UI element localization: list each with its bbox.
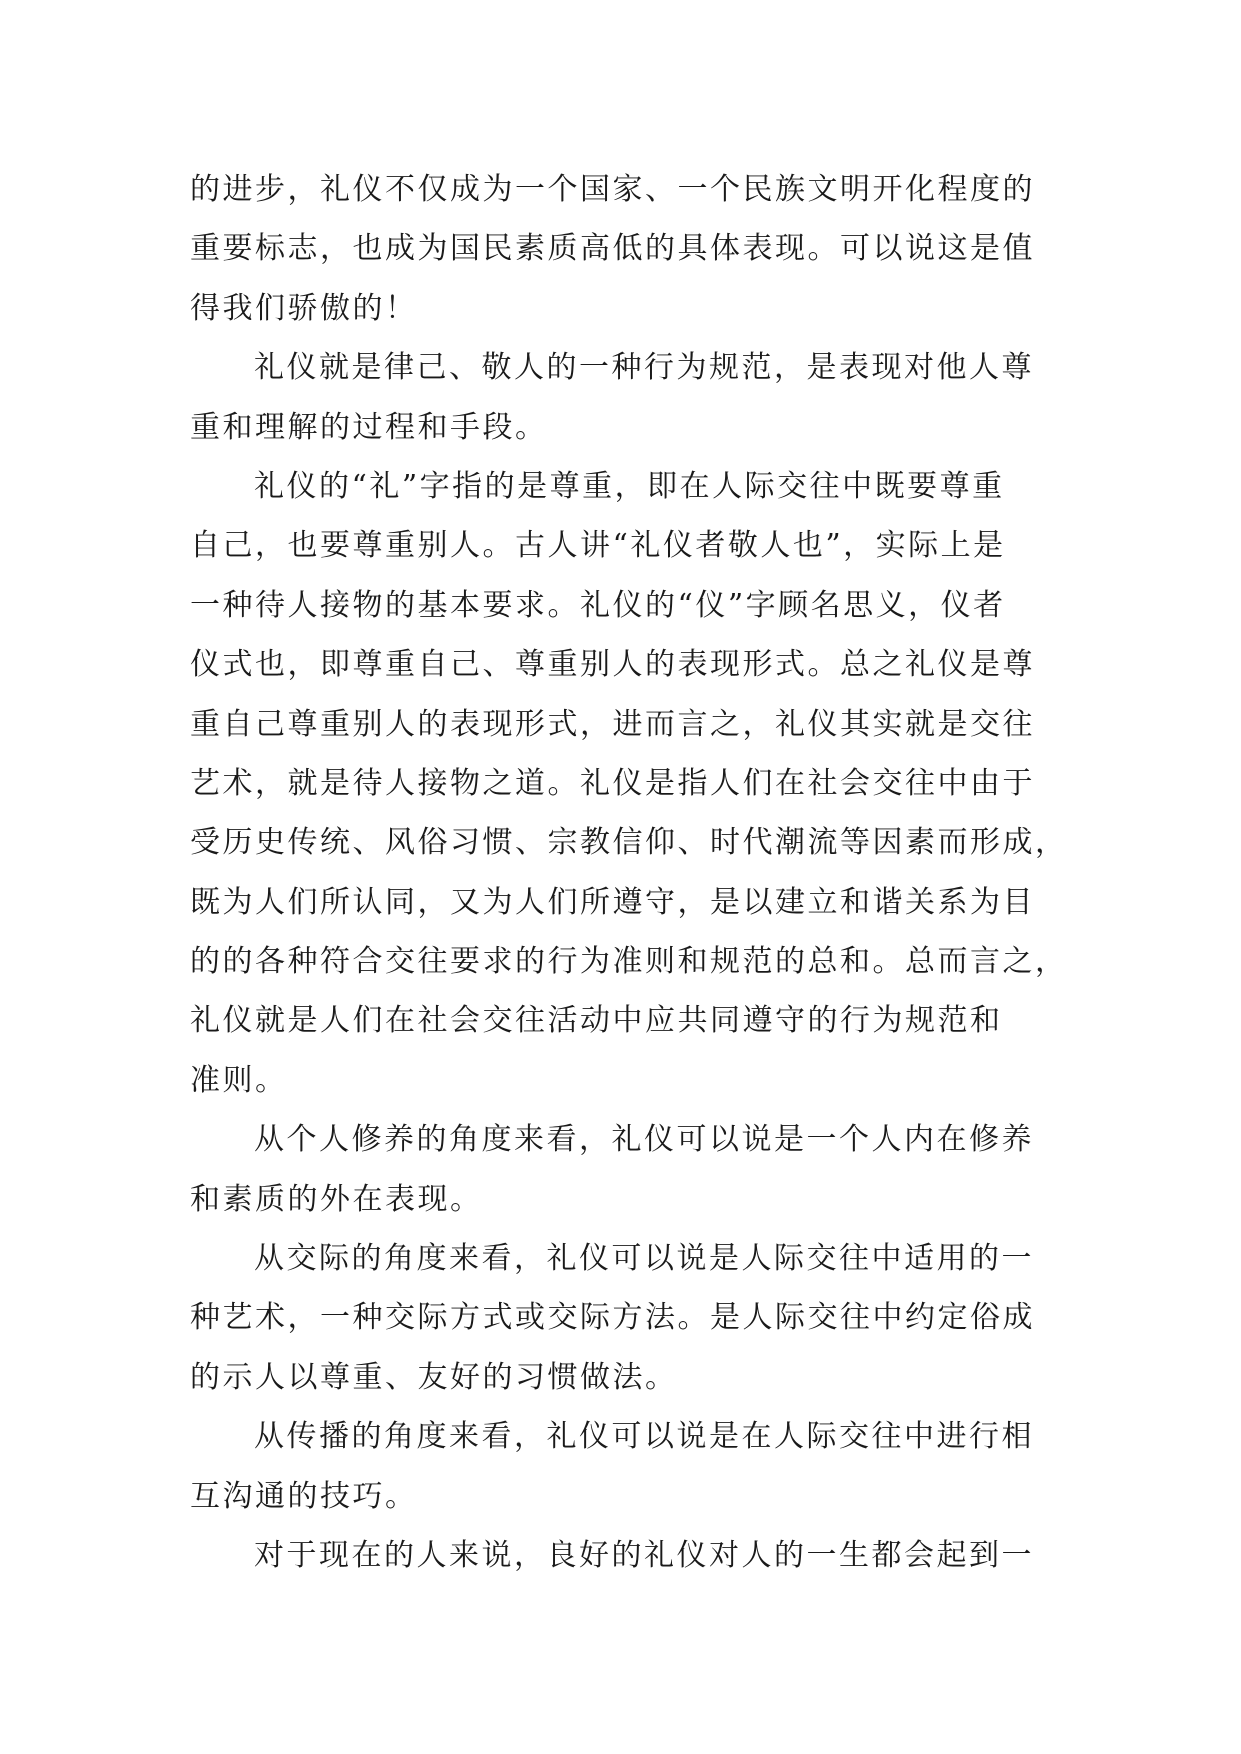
paragraph-first-line: 从个人修养的角度来看，礼仪可以说是一个人内在修养 bbox=[254, 1122, 1034, 1158]
paragraph-first-line: 从交际的角度来看，礼仪可以说是人际交往中适用的一 bbox=[254, 1241, 1034, 1277]
text-line: 既为人们所认同，又为人们所遵守，是以建立和谐关系为目 bbox=[190, 884, 1035, 920]
paragraph-first-line: 礼仪就是律己、敬人的一种行为规范，是表现对他人尊 bbox=[254, 350, 1034, 386]
paragraph-first-line: 从传播的角度来看，礼仪可以说是在人际交往中进行相 bbox=[254, 1419, 1034, 1455]
text-line: 艺术，就是待人接物之道。礼仪是指人们在社会交往中由于 bbox=[190, 765, 1035, 801]
body-text bbox=[190, 160, 1068, 1585]
text-line: 准则。 bbox=[190, 1062, 288, 1098]
text-line: 仪式也，即尊重自己、尊重别人的表现形式。总之礼仪是尊 bbox=[190, 647, 1035, 683]
text-line: 重要标志，也成为国民素质高低的具体表现。可以说这是值 bbox=[190, 231, 1035, 267]
paragraph-first-line: 礼仪的“礼”字指的是尊重，即在人际交往中既要尊重 bbox=[254, 468, 1005, 504]
text-line: 礼仪就是人们在社会交往活动中应共同遵守的行为规范和 bbox=[190, 1003, 1003, 1039]
text-line: 和素质的外在表现。 bbox=[190, 1181, 483, 1217]
text-line: 的示人以尊重、友好的习惯做法。 bbox=[190, 1359, 678, 1395]
text-line: 重和理解的过程和手段。 bbox=[190, 409, 548, 445]
paragraph-first-line: 对于现在的人来说，良好的礼仪对人的一生都会起到一 bbox=[254, 1537, 1034, 1573]
text-line: 受历史传统、风俗习惯、宗教信仰、时代潮流等因素而形成， bbox=[190, 825, 1068, 861]
text-line: 得我们骄傲的！ bbox=[190, 290, 418, 326]
text-line: 自己，也要尊重别人。古人讲“礼仪者敬人也”，实际上是 bbox=[190, 528, 1006, 564]
text-line: 的的各种符合交往要求的行为准则和规范的总和。总而言之， bbox=[190, 944, 1068, 980]
text-line: 的进步，礼仪不仅成为一个国家、一个民族文明开化程度的 bbox=[190, 172, 1035, 207]
text-line: 一种待人接物的基本要求。礼仪的“仪”字顾名思义，仪者 bbox=[190, 587, 1006, 623]
text-line: 种艺术，一种交际方式或交际方法。是人际交往中约定俗成 bbox=[190, 1300, 1035, 1336]
text-line: 重自己尊重别人的表现形式，进而言之，礼仪其实就是交往 bbox=[190, 706, 1035, 742]
text-line: 互沟通的技巧。 bbox=[190, 1478, 418, 1514]
